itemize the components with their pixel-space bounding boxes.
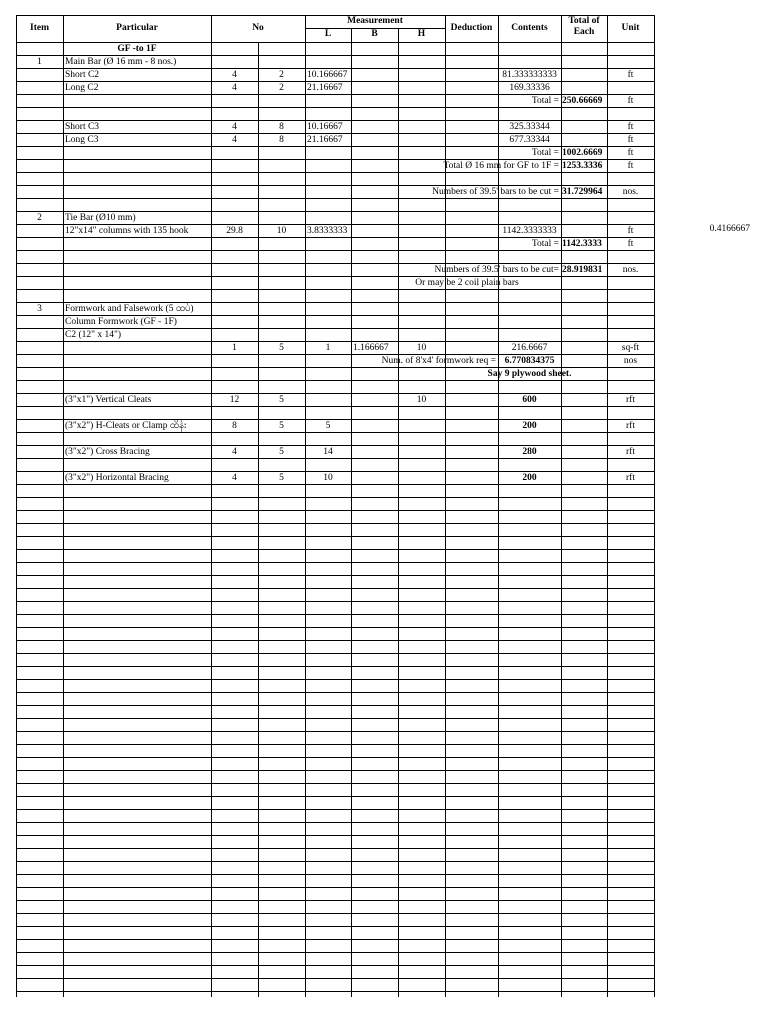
grid-line-row bbox=[16, 939, 654, 940]
cell-contents: 169.33336 bbox=[509, 83, 550, 93]
cell-no1: 4 bbox=[232, 135, 237, 145]
cell-l: 10.166667 bbox=[307, 70, 348, 80]
cell-b: 1.166667 bbox=[353, 343, 389, 353]
grid-line-row bbox=[16, 757, 654, 758]
cell-no1: 4 bbox=[232, 447, 237, 457]
cell-no2: 10 bbox=[276, 226, 287, 236]
grid-line-row bbox=[16, 822, 654, 823]
grid-line-row bbox=[16, 172, 654, 173]
cell-unit: ft bbox=[627, 135, 634, 145]
cell-particular: Short C2 bbox=[65, 70, 100, 80]
cell-unit: rft bbox=[626, 421, 635, 431]
grid-line-row bbox=[16, 627, 654, 628]
cell-contents: 677.33344 bbox=[509, 135, 550, 145]
grid-line-col bbox=[258, 42, 259, 997]
cell-particular: (3"x1") Vertical Cleats bbox=[65, 395, 152, 405]
header-contents: Contents bbox=[511, 23, 548, 33]
cell-no2: 5 bbox=[279, 447, 284, 457]
grid-line-col bbox=[211, 15, 212, 997]
header-l: L bbox=[324, 29, 332, 39]
grid-line-row bbox=[16, 484, 654, 485]
grid-line-row bbox=[16, 965, 654, 966]
grid-line-row bbox=[16, 718, 654, 719]
cell-contents: 216.6667 bbox=[511, 343, 548, 353]
grid-line-measure-split bbox=[305, 28, 445, 29]
cell-l: 10.16667 bbox=[307, 122, 343, 132]
grid-line-row bbox=[16, 796, 654, 797]
grid-line-row bbox=[16, 536, 654, 537]
header-total-each: Total of Each bbox=[568, 16, 600, 37]
grid-line-row bbox=[16, 783, 654, 784]
cell-total: 1002.6669 bbox=[562, 148, 603, 158]
cell-no1: 12 bbox=[229, 395, 240, 405]
cell-l: 5 bbox=[325, 421, 331, 431]
cell-contents-b: 6.770834375 bbox=[504, 356, 555, 366]
grid-line-row bbox=[16, 952, 654, 953]
cell-no2: 5 bbox=[279, 395, 284, 405]
grid-line-row bbox=[16, 913, 654, 914]
grid-line-row bbox=[16, 510, 654, 511]
cell-unit: rft bbox=[626, 447, 635, 457]
cell-no1: 4 bbox=[232, 122, 237, 132]
cell-no1: 4 bbox=[232, 83, 237, 93]
grid-line-row bbox=[16, 549, 654, 550]
cell-unit: ft bbox=[627, 226, 634, 236]
cell-item: 1 bbox=[37, 57, 42, 67]
cell-particular: Formwork and Falsework (5 ထပ်) bbox=[65, 304, 194, 314]
cell-total: 28.919831 bbox=[562, 265, 603, 275]
cell-item: 2 bbox=[37, 213, 42, 223]
cell-no2: 5 bbox=[279, 343, 284, 353]
grid-line-row bbox=[16, 289, 654, 290]
grid-line-row bbox=[16, 523, 654, 524]
grid-line-row bbox=[16, 614, 654, 615]
cell-particular: GF -to 1F bbox=[117, 44, 157, 54]
grid-line-col bbox=[351, 28, 352, 997]
grid-line-row bbox=[16, 562, 654, 563]
cell-span-text2: Or may be 2 coil plain bars bbox=[415, 278, 519, 288]
cell-no2: 5 bbox=[279, 421, 284, 431]
side-note-value: 0.4166667 bbox=[709, 224, 750, 234]
cell-contents-b: 200 bbox=[522, 473, 537, 483]
grid-line-row bbox=[16, 900, 654, 901]
cell-particular: (3"x2") Horizontal Bracing bbox=[65, 473, 169, 483]
grid-line-col bbox=[654, 15, 655, 997]
grid-line-row bbox=[16, 861, 654, 862]
cell-no1: 29.8 bbox=[226, 226, 243, 236]
cell-no1: 8 bbox=[232, 421, 237, 431]
header-measurement: Measurement bbox=[347, 16, 403, 26]
cell-contents: 1142.3333333 bbox=[502, 226, 557, 236]
header-no: No bbox=[252, 23, 264, 33]
grid-line-row bbox=[16, 575, 654, 576]
cell-unit: rft bbox=[626, 473, 635, 483]
cell-contents-b: 200 bbox=[522, 421, 537, 431]
cell-contents-b: 600 bbox=[522, 395, 537, 405]
grid-line-row bbox=[16, 731, 654, 732]
grid-line-row bbox=[16, 770, 654, 771]
grid-line-row bbox=[16, 887, 654, 888]
cell-unit: ft bbox=[627, 70, 634, 80]
grid-line-row bbox=[16, 653, 654, 654]
cell-unit: rft bbox=[626, 395, 635, 405]
cell-particular: (3"x2") Cross Bracing bbox=[65, 447, 150, 457]
cell-no2: 2 bbox=[279, 83, 284, 93]
cell-item: 3 bbox=[37, 304, 42, 314]
cell-particular: Tie Bar (Ø10 mm) bbox=[65, 213, 136, 223]
grid-line-row bbox=[16, 458, 654, 459]
cell-span-text: Numbers of 39.5' bars to be cut= bbox=[434, 265, 559, 275]
cell-no2: 8 bbox=[279, 135, 284, 145]
cell-unit: nos. bbox=[622, 265, 639, 275]
cell-particular: Main Bar (Ø 16 mm - 8 nos.) bbox=[65, 57, 177, 67]
cell-unit: sq-ft bbox=[621, 343, 640, 353]
cell-no2: 2 bbox=[279, 70, 284, 80]
grid-line-row bbox=[16, 380, 654, 381]
grid-line-top bbox=[16, 15, 654, 16]
cell-span-text4: Say 9 plywood sheet. bbox=[487, 369, 572, 379]
cell-l: 21.16667 bbox=[307, 83, 343, 93]
grid-line-row bbox=[16, 874, 654, 875]
cell-l: 10 bbox=[323, 473, 333, 483]
header-b: B bbox=[371, 29, 378, 39]
grid-line-row bbox=[16, 198, 654, 199]
header-h: H bbox=[417, 29, 426, 39]
grid-line-row bbox=[16, 640, 654, 641]
grid-line-row bbox=[16, 588, 654, 589]
grid-line-row bbox=[16, 848, 654, 849]
cell-unit: nos. bbox=[622, 187, 639, 197]
cell-l: 21.16667 bbox=[307, 135, 343, 145]
cell-total: 1253.3336 bbox=[562, 161, 603, 171]
cell-particular: 12"x14" columns with 135 hook bbox=[65, 226, 189, 236]
cell-total: 250.66669 bbox=[562, 96, 603, 106]
cell-total: 31.729964 bbox=[562, 187, 603, 197]
cell-total: 1142.3333 bbox=[562, 239, 602, 249]
header-deduction: Deduction bbox=[450, 23, 493, 33]
grid-line-col bbox=[16, 15, 17, 997]
grid-line-row bbox=[16, 926, 654, 927]
cell-contents: Total = bbox=[531, 96, 559, 106]
cell-unit: nos bbox=[623, 356, 638, 366]
cell-span-text: Numbers of 39.5' bars to be cut = bbox=[432, 187, 559, 197]
cell-contents: 81.333333333 bbox=[502, 70, 557, 80]
grid-line-row bbox=[16, 666, 654, 667]
header-item: Item bbox=[30, 23, 49, 33]
cell-l: 1 bbox=[325, 343, 331, 353]
cell-no2: 8 bbox=[279, 122, 284, 132]
grid-line-row bbox=[16, 744, 654, 745]
cell-h: 10 bbox=[416, 395, 427, 405]
cell-contents-b: 280 bbox=[522, 447, 537, 457]
cell-span-text3: Num. of 8'x4' formwork req = bbox=[381, 356, 496, 366]
cell-no1: 4 bbox=[232, 473, 237, 483]
grid-line-row bbox=[16, 432, 654, 433]
grid-line-row bbox=[16, 250, 654, 251]
cell-no1: 1 bbox=[232, 343, 237, 353]
grid-line-row bbox=[16, 601, 654, 602]
grid-line-row bbox=[16, 107, 654, 108]
grid-line-col bbox=[398, 28, 399, 997]
cell-particular: Short C3 bbox=[65, 122, 100, 132]
header-particular: Particular bbox=[116, 23, 158, 33]
cell-no2: 5 bbox=[279, 473, 284, 483]
cell-unit: ft bbox=[627, 96, 634, 106]
cell-unit: ft bbox=[627, 122, 634, 132]
cell-particular: Long C3 bbox=[65, 135, 99, 145]
header-unit: Unit bbox=[621, 23, 640, 33]
grid-line-row bbox=[16, 835, 654, 836]
grid-line-col bbox=[63, 15, 64, 997]
grid-line-row bbox=[16, 705, 654, 706]
cell-unit: ft bbox=[627, 239, 634, 249]
grid-line-row bbox=[16, 692, 654, 693]
grid-line-row bbox=[16, 991, 654, 992]
grid-line-col bbox=[305, 15, 306, 997]
grid-line-row bbox=[16, 497, 654, 498]
cell-unit: ft bbox=[627, 148, 634, 158]
cell-particular: Long C2 bbox=[65, 83, 99, 93]
cell-l: 14 bbox=[323, 447, 333, 457]
grid-line-row bbox=[16, 276, 654, 277]
cell-contents: Total = bbox=[531, 148, 559, 158]
cell-no1: 4 bbox=[232, 70, 237, 80]
cell-contents: 325.33344 bbox=[509, 122, 550, 132]
estimate-sheet bbox=[16, 15, 654, 997]
cell-l: 3.8333333 bbox=[307, 226, 348, 236]
grid-line-row bbox=[16, 406, 654, 407]
cell-span-text: Total Ø 16 mm for GF to 1F = bbox=[443, 161, 559, 171]
cell-particular: (3"x2") H-Cleats or Clamp ထိန်း bbox=[65, 421, 187, 431]
grid-line-row bbox=[16, 679, 654, 680]
grid-line-row bbox=[16, 809, 654, 810]
cell-unit: ft bbox=[627, 161, 634, 171]
cell-contents: Total = bbox=[531, 239, 559, 249]
cell-h: 10 bbox=[416, 343, 427, 353]
cell-particular: C2 (12" x 14") bbox=[65, 330, 122, 340]
grid-line-row bbox=[16, 978, 654, 979]
cell-particular: Column Formwork (GF - 1F) bbox=[65, 317, 177, 327]
